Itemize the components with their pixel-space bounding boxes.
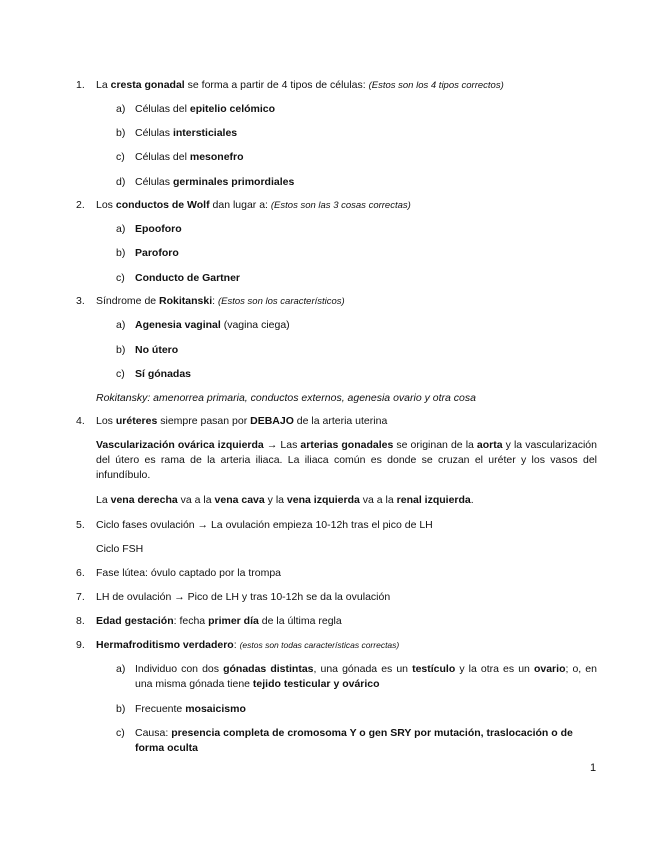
text: Causa:	[135, 727, 172, 739]
bold-text: ovario	[533, 663, 566, 675]
veins-paragraph	[96, 493, 597, 508]
text: Individuo con dos	[135, 663, 224, 675]
bold-text: mesonefro	[189, 151, 244, 163]
ciclo-fsh: Ciclo FSH	[96, 543, 144, 555]
text: siempre pasan por	[157, 415, 251, 427]
bold-text: Hermafroditismo verdadero	[96, 639, 234, 651]
bold-text: Edad gestación	[96, 615, 174, 627]
italic-note: (Estos son los característicos)	[218, 296, 345, 307]
text: se originan de la	[393, 439, 477, 451]
sub-letter: c)	[116, 272, 125, 284]
item-number: 6.	[76, 567, 85, 579]
text: y la vascularización del útero es rama de la arteria iliaca. La iliaca común es donde se cruzan el uréter y los vasos del infundíbulo.	[96, 439, 597, 481]
bold-text: renal izquierda	[396, 494, 471, 506]
item-number: 7.	[76, 591, 85, 603]
text: y la	[264, 494, 287, 506]
bold-text: uréteres	[115, 415, 158, 427]
bold-text: cresta gonadal	[110, 79, 185, 91]
sub-letter: b)	[116, 344, 126, 356]
text: ; o, en una misma gónada tiene	[135, 663, 597, 690]
vascularization-paragraph	[96, 438, 597, 483]
bold-text: vena cava	[214, 494, 265, 506]
rokitansky-note: Rokitansky: amenorrea primaria, conductos externos, agenesia ovario y otra cosa	[96, 392, 476, 404]
bold-text: mosaicismo	[185, 703, 246, 715]
bold-text: vena izquierda	[286, 494, 360, 506]
sub-letter: a)	[116, 223, 126, 235]
bold-text: primer día	[208, 615, 259, 627]
italic-note: (Estos son las 3 cosas correctas)	[270, 200, 411, 211]
bold-text: vena derecha	[110, 494, 178, 506]
text: La	[96, 494, 111, 506]
bold-text: Conducto de Gartner	[135, 272, 241, 284]
text: Los	[96, 415, 116, 427]
text: de la última regla	[258, 615, 342, 627]
text: Frecuente	[135, 703, 186, 715]
text: dan lugar a:	[209, 199, 271, 211]
bold-text: presencia completa de cromosoma Y o gen SRY por mutación, traslocación o de forma oculta	[135, 727, 573, 754]
text: y la otra es un	[455, 663, 534, 675]
sub-letter: b)	[116, 127, 126, 139]
sub-letter: c)	[116, 151, 125, 163]
text: Fase lútea: óvulo captado por la trompa	[96, 567, 282, 579]
bold-text: No útero	[135, 344, 179, 356]
page-number: 1	[590, 762, 597, 774]
sub-letter: b)	[116, 703, 126, 715]
text: Células del	[135, 151, 190, 163]
text: va a la	[177, 494, 215, 506]
sub-letter: c)	[116, 727, 125, 739]
text: (vagina ciega)	[220, 319, 290, 331]
item-number: 1.	[76, 79, 85, 91]
text: :	[233, 639, 240, 651]
item-number: 9.	[76, 639, 85, 651]
italic-note: (Estos son los 4 tipos correctos)	[368, 80, 504, 91]
text: Células	[135, 127, 173, 139]
bold-text: Sí gónadas	[135, 368, 192, 380]
text: Los	[96, 199, 116, 211]
text: LH de ovulación → Pico de LH y tras 10-12h se da la ovulación	[96, 591, 391, 603]
bold-text: arterias gonadales	[300, 439, 394, 451]
item-number: 3.	[76, 295, 85, 307]
bold-text: tejido testicular y ovárico	[252, 678, 380, 690]
bold-text: gónadas distintas	[223, 663, 314, 675]
item-number: 2.	[76, 199, 85, 211]
text: de la arteria uterina	[293, 415, 388, 427]
bold-text: DEBAJO	[250, 415, 294, 427]
text: Células	[135, 176, 173, 188]
item-9a	[135, 662, 597, 692]
italic-note: (estos son todas características correctas)	[239, 640, 400, 650]
text: :	[212, 295, 218, 307]
sub-letter: d)	[116, 176, 126, 188]
bold-text: intersticiales	[172, 127, 238, 139]
sub-letter: c)	[116, 368, 125, 380]
text: .	[470, 494, 474, 506]
bold-text: germinales primordiales	[172, 176, 295, 188]
text: → Las	[263, 439, 301, 451]
bold-text: epitelio celómico	[189, 103, 276, 115]
text: La	[96, 79, 111, 91]
bold-text: testículo	[412, 663, 456, 675]
item-number: 5.	[76, 519, 85, 531]
bold-text: conductos de Wolf	[115, 199, 210, 211]
bold-text: Vascularización ovárica izquierda	[96, 439, 264, 451]
sub-letter: b)	[116, 247, 126, 259]
text: va a la	[359, 494, 397, 506]
item-number: 8.	[76, 615, 85, 627]
text: , una gónada es un	[313, 663, 413, 675]
bold-text: Agenesia vaginal	[135, 319, 221, 331]
item-number: 4.	[76, 415, 85, 427]
text: se forma a partir de 4 tipos de células:	[184, 79, 369, 91]
bold-text: Paroforo	[135, 247, 179, 259]
bold-text: aorta	[476, 439, 503, 451]
sub-letter: a)	[116, 319, 126, 331]
sub-letter: a)	[116, 663, 126, 675]
text: Células del	[135, 103, 190, 115]
item-9c	[135, 726, 597, 756]
bold-text: Epooforo	[135, 223, 182, 235]
text: Síndrome de	[96, 295, 160, 307]
text: : fecha	[173, 615, 209, 627]
sub-letter: a)	[116, 103, 126, 115]
bold-text: Rokitanski	[159, 295, 213, 307]
text: Ciclo fases ovulación → La ovulación empieza 10-12h tras el pico de LH	[96, 519, 433, 531]
